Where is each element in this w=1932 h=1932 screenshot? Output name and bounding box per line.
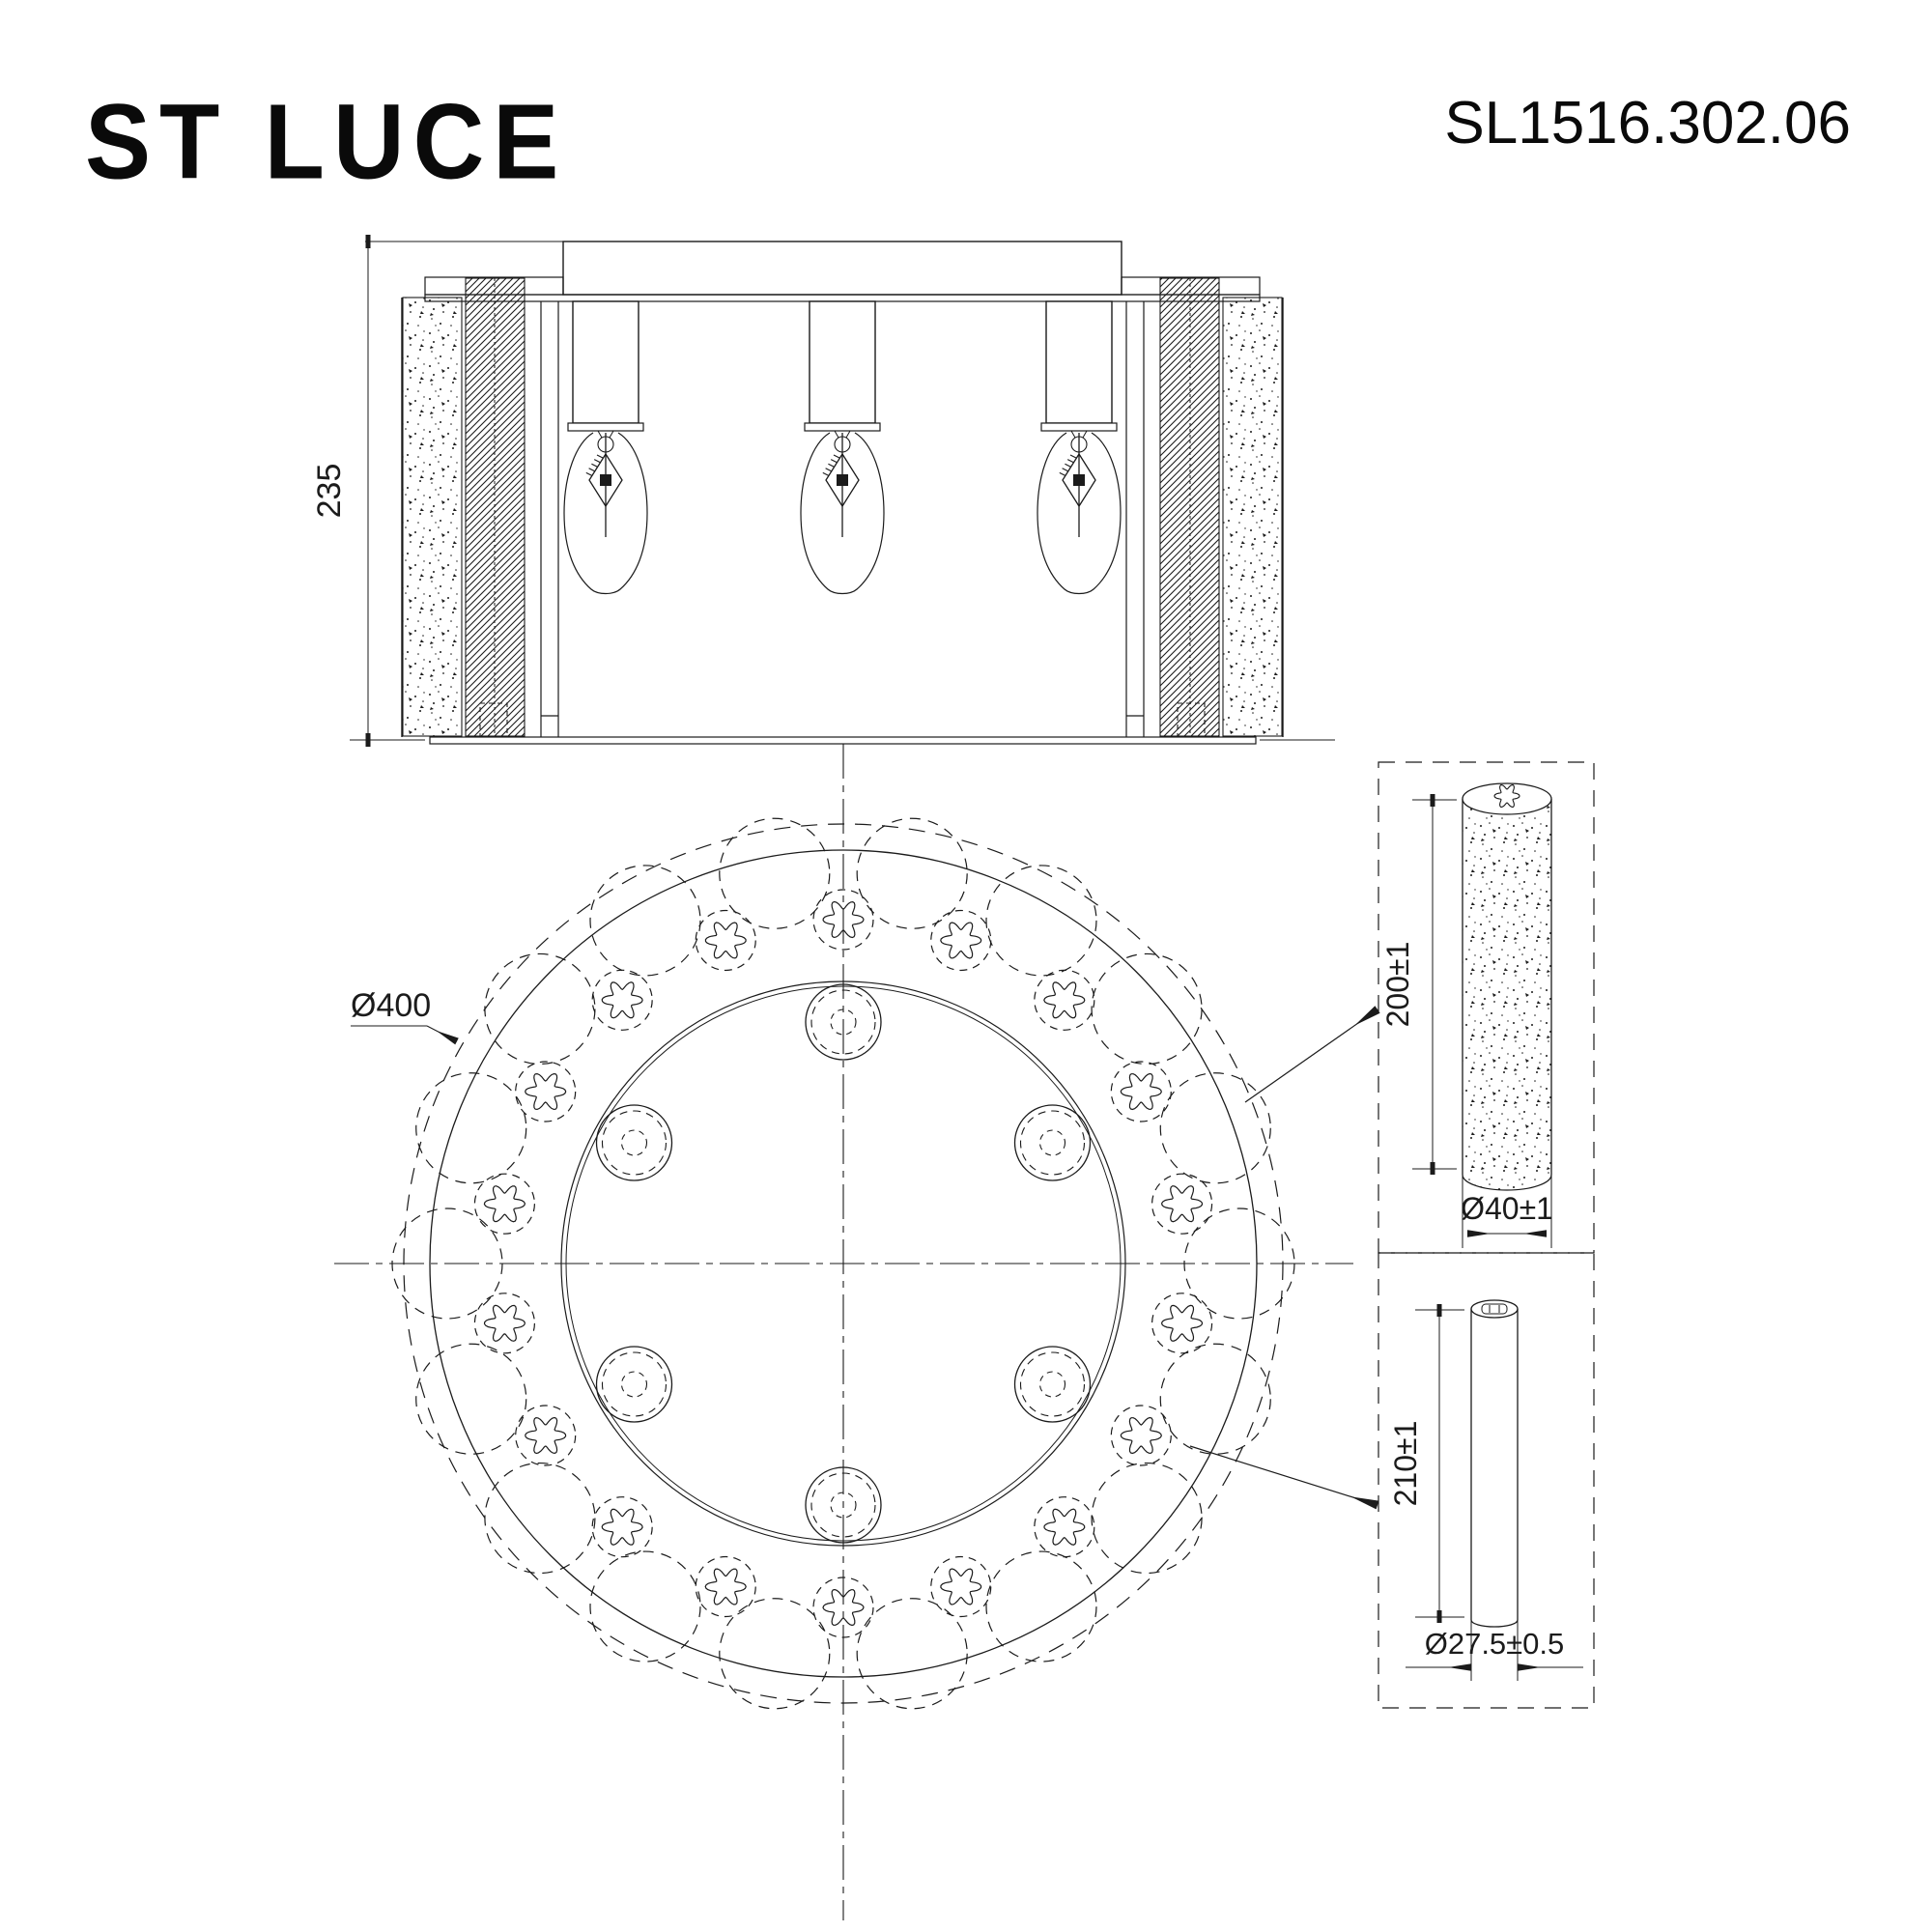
- stem-wire: [1071, 431, 1075, 438]
- crystal-rosette-profile: [941, 1569, 981, 1605]
- crystal-rosette-profile: [526, 1074, 566, 1110]
- lamp-circle-dashed: [1021, 1111, 1085, 1175]
- brand-logo: ST LUCE: [85, 82, 568, 202]
- lamp-circle: [596, 1347, 671, 1422]
- stem-wire: [1083, 431, 1087, 438]
- socket-flange: [568, 423, 643, 431]
- filament-tick: [828, 464, 834, 467]
- lamp-socket-cylinder: [573, 301, 639, 423]
- filament-contact: [837, 474, 848, 486]
- ceiling-canopy: [425, 242, 1260, 301]
- lamp-holder-and-bulb: [1037, 301, 1121, 594]
- filament-tick: [1067, 460, 1073, 463]
- crystal-large-circle: [1092, 1463, 1202, 1574]
- dimension-small-height: [1388, 1304, 1464, 1623]
- dimension-large-height: [1380, 794, 1457, 1175]
- detail-box-large-crystal: [1378, 762, 1594, 1253]
- crystal-large-circle: [986, 1551, 1096, 1662]
- filament-tick: [834, 455, 839, 458]
- crystal-small-circle: [696, 1557, 755, 1617]
- side-height-label: 235: [311, 463, 348, 519]
- crystal-large-circle: [720, 1599, 830, 1709]
- filament-tick: [597, 455, 603, 458]
- crystal-large-circle: [1160, 1344, 1270, 1454]
- lamp-circle-dashed: [602, 1111, 666, 1175]
- lamp-circle: [1015, 1347, 1091, 1422]
- lamp-center-circle: [621, 1130, 646, 1155]
- lamp-center-circle: [621, 1372, 646, 1397]
- filament-tick: [594, 460, 600, 463]
- crystal-small-circle: [1152, 1293, 1212, 1353]
- crystal-small-circle: [1111, 1406, 1171, 1465]
- crystal-rosette-profile: [485, 1305, 526, 1341]
- lamp-socket-cylinder: [810, 301, 875, 423]
- crystal-large-circle: [416, 1344, 526, 1454]
- detail-box-small-crystal: [1378, 1253, 1594, 1708]
- leader-arrow-large-crystal: [1245, 1009, 1378, 1102]
- lamp-circle: [596, 1105, 671, 1180]
- crystal-large-circle: [485, 1463, 595, 1574]
- filament-tick: [1065, 464, 1070, 467]
- crystal-rosette-profile: [526, 1418, 566, 1454]
- stem-wire: [846, 431, 850, 438]
- filament-contact: [600, 474, 611, 486]
- crystal-small-circle: [1035, 970, 1094, 1030]
- crystal-large-circle: [590, 866, 700, 976]
- crystal-rosette-profile: [1162, 1305, 1203, 1341]
- crystal-large-circle: [590, 1551, 700, 1662]
- crystal-small-circle: [931, 1557, 991, 1617]
- product-code: SL1516.302.06: [1444, 90, 1851, 156]
- filament-tick: [1063, 469, 1068, 471]
- small-crystal-rod: [1471, 1300, 1518, 1627]
- filament-tick: [1070, 455, 1076, 458]
- socket-flange: [1041, 423, 1117, 431]
- crystal-small-circle: [1152, 1174, 1212, 1234]
- filament-contact: [1073, 474, 1085, 486]
- filament-tick: [826, 469, 832, 471]
- lamp-center-circle: [1040, 1130, 1065, 1155]
- crystal-large-circle: [1092, 953, 1202, 1064]
- crystal-small-circle: [474, 1174, 534, 1234]
- lamp-circle-dashed: [602, 1352, 666, 1416]
- crystal-rosette-profile: [484, 1186, 525, 1222]
- lamp-holders-and-bulbs: [564, 301, 1121, 594]
- filament-tick: [831, 460, 837, 463]
- stem-wire: [610, 431, 613, 438]
- crystal-rosette-profile: [1162, 1186, 1203, 1222]
- stem-wire: [835, 431, 838, 438]
- small-height-label: 210±1: [1388, 1420, 1423, 1507]
- crystal-small-circle: [592, 1497, 652, 1557]
- small-diameter-label: Ø27.5±0.5: [1424, 1627, 1565, 1661]
- crystal-rosette-profile: [1044, 1509, 1085, 1545]
- crystal-rosette-profile: [1121, 1074, 1161, 1110]
- crystal-small-circle: [696, 910, 755, 970]
- lamp-holder-and-bulb: [564, 301, 647, 594]
- large-diameter-label: Ø40±1: [1461, 1191, 1553, 1226]
- lamp-socket-cylinder: [1046, 301, 1112, 423]
- crystal-rosette-profile: [705, 1569, 746, 1605]
- crystal-small-circle: [592, 970, 652, 1030]
- plan-diameter-label: Ø400: [351, 987, 432, 1024]
- bottom-plate: [430, 737, 1335, 744]
- filament-tick: [586, 472, 592, 475]
- large-height-label: 200±1: [1380, 941, 1415, 1028]
- filament-tick: [591, 464, 597, 467]
- crystal-small-circle: [516, 1406, 576, 1465]
- crystal-large-circle: [1160, 1073, 1270, 1183]
- lamp-circle-dashed: [1021, 1352, 1085, 1416]
- dimension-diameter-400: [351, 987, 457, 1041]
- crystal-rosette-profile: [1121, 1418, 1161, 1454]
- filament-tick: [589, 469, 595, 471]
- crystal-rosette-profile: [602, 982, 642, 1018]
- crystal-rosette-profile: [941, 923, 981, 958]
- lamp-circle: [1015, 1105, 1091, 1180]
- lamp-holder-and-bulb: [801, 301, 884, 594]
- crystal-rosette-profile: [1044, 982, 1085, 1018]
- socket-flange: [805, 423, 880, 431]
- stem-wire: [598, 431, 602, 438]
- crystal-small-circle: [474, 1293, 534, 1353]
- large-crystal-rod: [1463, 783, 1551, 1190]
- filament-tick: [823, 472, 829, 475]
- crystal-small-circle: [1035, 1497, 1094, 1557]
- side-section-view: [311, 235, 1335, 747]
- crystal-large-circle: [416, 1073, 526, 1183]
- filament-tick: [1060, 472, 1065, 475]
- crystal-large-circle: [485, 953, 595, 1064]
- crystal-rosette-profile: [705, 923, 746, 958]
- crystal-rosette-profile: [602, 1509, 642, 1545]
- dimension-small-diameter: [1406, 1620, 1583, 1681]
- crystal-small-circle: [931, 910, 991, 970]
- crystal-large-circle: [857, 818, 967, 928]
- crystal-small-circle: [516, 1062, 576, 1122]
- leader-arrow-small-crystal: [1190, 1446, 1378, 1505]
- lamp-center-circle: [1040, 1372, 1065, 1397]
